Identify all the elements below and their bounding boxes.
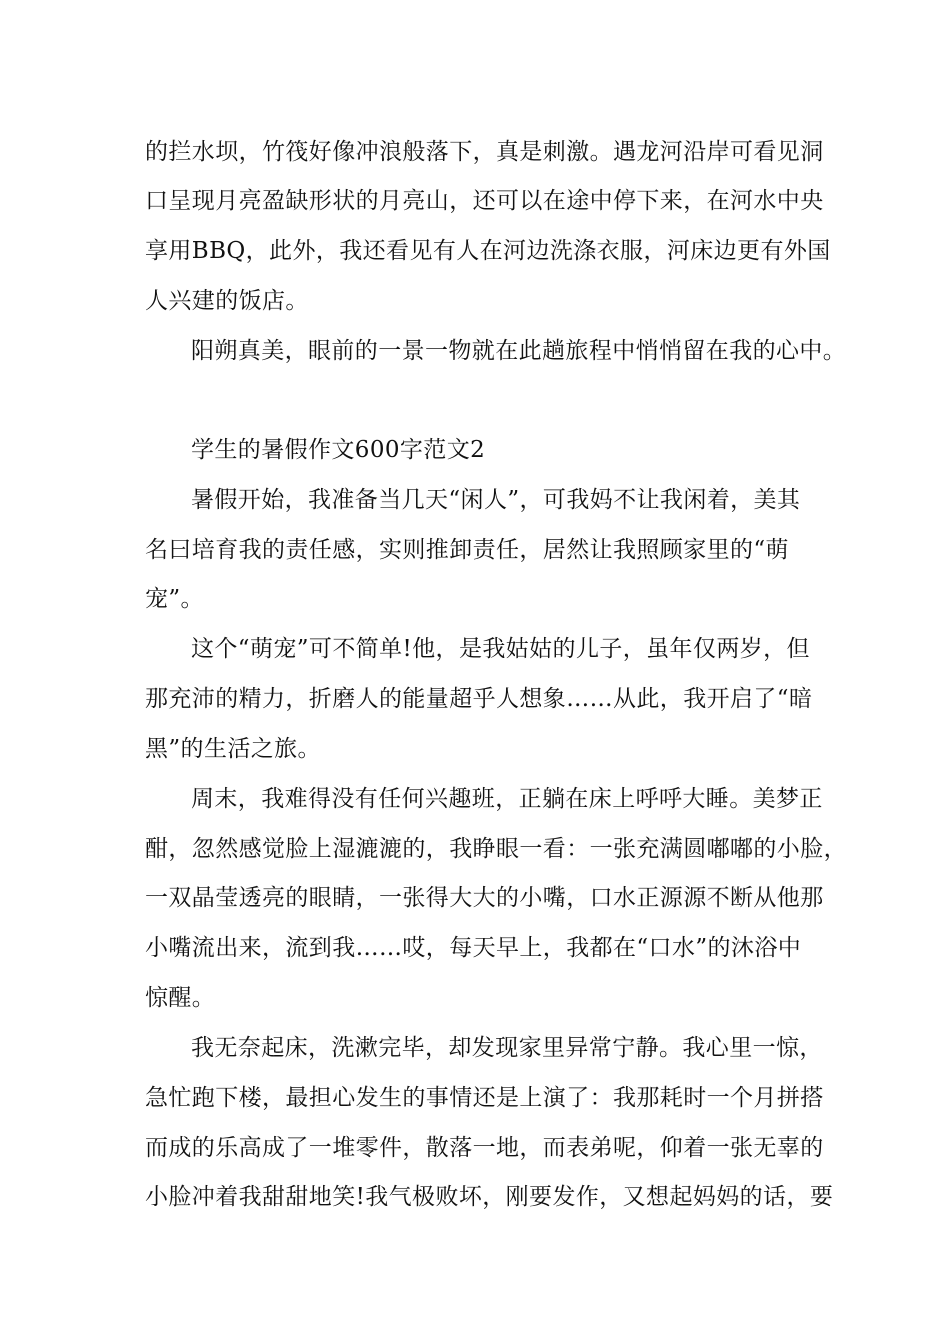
body-text-line: 名曰培育我的责任感，实则推卸责任，居然让我照顾家里的“萌 — [145, 537, 789, 563]
body-text-line: 那充沛的精力，折磨人的能量超乎人想象……从此，我开启了“暗 — [145, 686, 813, 712]
body-text-line: 黑”的生活之旅。 — [145, 736, 321, 762]
body-text-line: 口呈现月亮盈缺形状的月亮山，还可以在途中停下来，在河水中央 — [145, 188, 824, 214]
body-text-line: 小脸冲着我甜甜地笑!我气极败坏，刚要发作，又想起妈妈的话，要 — [145, 1184, 834, 1210]
body-text-line: 酣，忽然感觉脸上湿漉漉的，我睁眼一看：一张充满圆嘟嘟的小脸， — [145, 836, 847, 862]
body-text-line: 我无奈起床，洗漱完毕，却发现家里异常宁静。我心里一惊， — [191, 1035, 823, 1061]
body-text-line: 急忙跑下楼，最担心发生的事情还是上演了：我那耗时一个月拼搭 — [145, 1085, 824, 1111]
body-text-line: 暑假开始，我准备当几天“闲人”，可我妈不让我闲着，美其 — [191, 487, 801, 513]
body-text-line: 人兴建的饭店。 — [145, 288, 309, 314]
body-text-line: 周末，我难得没有任何兴趣班，正躺在床上呼呼大睡。美梦正 — [191, 786, 823, 812]
body-text-line: 阳朔真美，眼前的一景一物就在此趟旅程中悄悄留在我的心中。 — [191, 338, 847, 364]
body-text-line: 宠”。 — [145, 586, 204, 612]
body-text-line: 小嘴流出来，流到我……哎，每天早上，我都在“口水”的沐浴中 — [145, 935, 802, 961]
section-heading: 学生的暑假作文600字范文2 — [191, 437, 486, 463]
body-text-line: 惊醒。 — [145, 985, 216, 1011]
body-text-line: 而成的乐高成了一堆零件，散落一地，而表弟呢，仰着一张无辜的 — [145, 1135, 824, 1161]
body-text-line: 一双晶莹透亮的眼睛，一张得大大的小嘴，口水正源源不断从他那 — [145, 885, 824, 911]
body-text-line: 的拦水坝，竹筏好像冲浪般落下，真是刺激。遇龙河沿岸可看见洞 — [145, 139, 824, 165]
body-text-line: 享用BBQ，此外，我还看见有人在河边洗涤衣服，河床边更有外国 — [145, 238, 831, 264]
body-text-line: 这个“萌宠”可不简单!他，是我姑姑的儿子，虽年仅两岁，但 — [191, 636, 810, 662]
